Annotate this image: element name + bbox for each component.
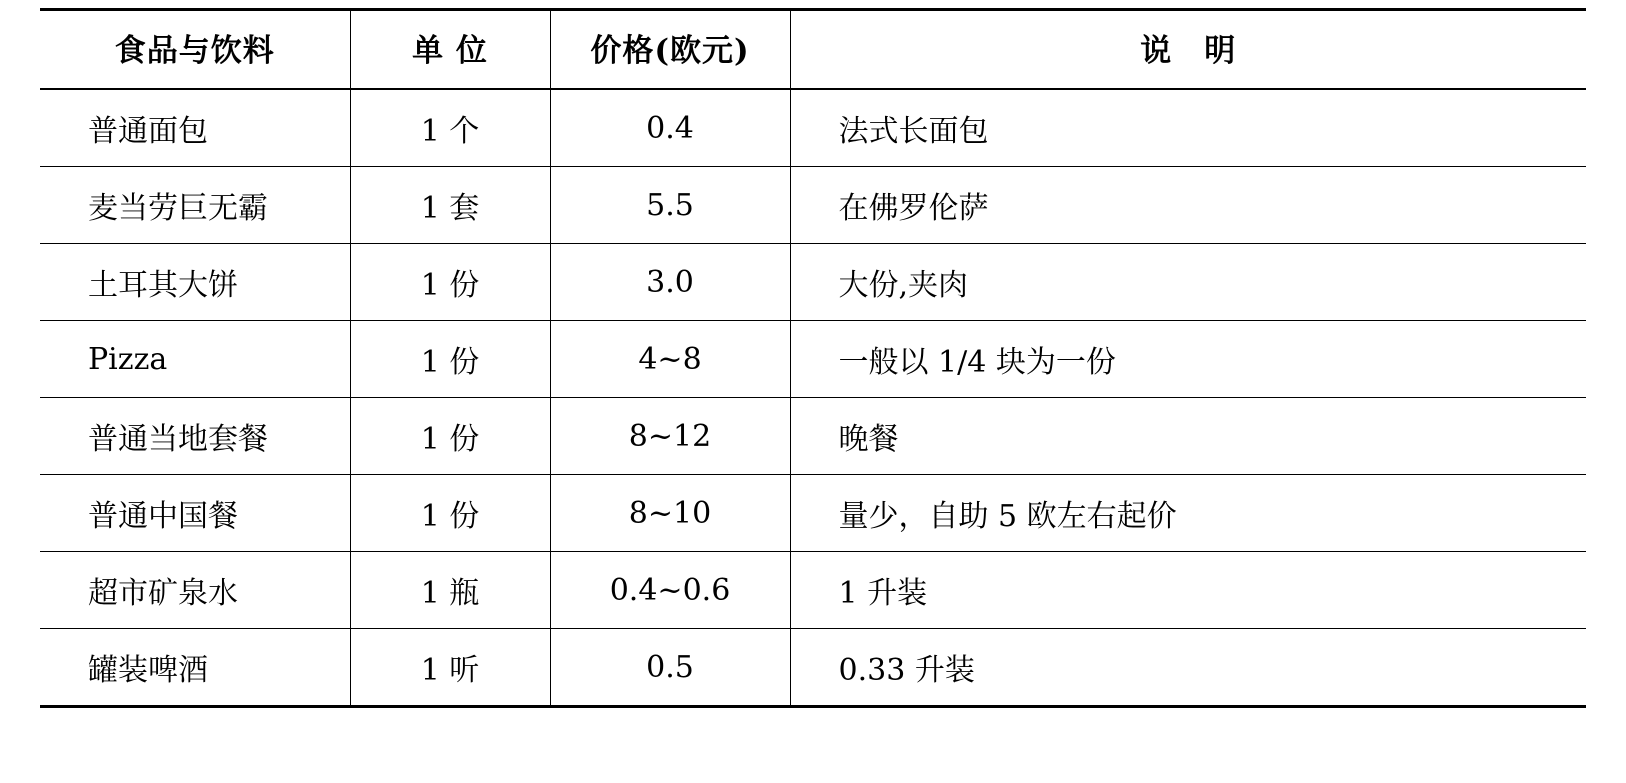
- cell-item-description: 在佛罗伦萨: [790, 167, 1586, 244]
- table-row: [40, 167, 1586, 244]
- cell-item-description: 法式长面包: [790, 89, 1586, 167]
- cell-item-description: 1 升装: [790, 552, 1586, 629]
- table-body: [40, 89, 1586, 707]
- cell-item-name: 超市矿泉水: [40, 552, 350, 629]
- cell-item-name: Pizza: [40, 321, 350, 398]
- cell-item-price: 4~8: [550, 321, 790, 398]
- cell-item-description: 大份,夹肉: [790, 244, 1586, 321]
- cell-item-price: 3.0: [550, 244, 790, 321]
- cell-item-name: 普通中国餐: [40, 475, 350, 552]
- table-row: [40, 89, 1586, 167]
- table-header-row: [40, 10, 1586, 90]
- column-header-unit: 单 位: [350, 10, 550, 90]
- table-row: [40, 475, 1586, 552]
- column-header-description: 说 明: [790, 10, 1586, 90]
- cell-item-unit: 1 份: [350, 398, 550, 475]
- cell-item-unit: 1 听: [350, 629, 550, 707]
- cell-item-name: 土耳其大饼: [40, 244, 350, 321]
- cell-item-price: 0.4: [550, 89, 790, 167]
- table-row: [40, 398, 1586, 475]
- cell-item-price: 8~10: [550, 475, 790, 552]
- cell-item-price: 0.4~0.6: [550, 552, 790, 629]
- food-and-drink-price-table: [40, 8, 1586, 708]
- cell-item-description: 0.33 升装: [790, 629, 1586, 707]
- cell-item-unit: 1 份: [350, 475, 550, 552]
- table-row: [40, 321, 1586, 398]
- cell-item-unit: 1 瓶: [350, 552, 550, 629]
- cell-item-name: 麦当劳巨无霸: [40, 167, 350, 244]
- cell-item-unit: 1 套: [350, 167, 550, 244]
- table-row: [40, 244, 1586, 321]
- table-header: [40, 10, 1586, 90]
- table-row: [40, 629, 1586, 707]
- cell-item-unit: 1 个: [350, 89, 550, 167]
- cell-item-name: 普通面包: [40, 89, 350, 167]
- cell-item-price: 5.5: [550, 167, 790, 244]
- cell-item-price: 8~12: [550, 398, 790, 475]
- document-page: [0, 8, 1626, 783]
- cell-item-unit: 1 份: [350, 244, 550, 321]
- cell-item-price: 0.5: [550, 629, 790, 707]
- cell-item-unit: 1 份: [350, 321, 550, 398]
- column-header-name: 食品与饮料: [40, 10, 350, 90]
- cell-item-name: 罐装啤酒: [40, 629, 350, 707]
- cell-item-name: 普通当地套餐: [40, 398, 350, 475]
- cell-item-description: 晚餐: [790, 398, 1586, 475]
- column-header-price: 价格(欧元): [550, 10, 790, 90]
- cell-item-description: 一般以 1/4 块为一份: [790, 321, 1586, 398]
- cell-item-description: 量少，自助 5 欧左右起价: [790, 475, 1586, 552]
- table-row: [40, 552, 1586, 629]
